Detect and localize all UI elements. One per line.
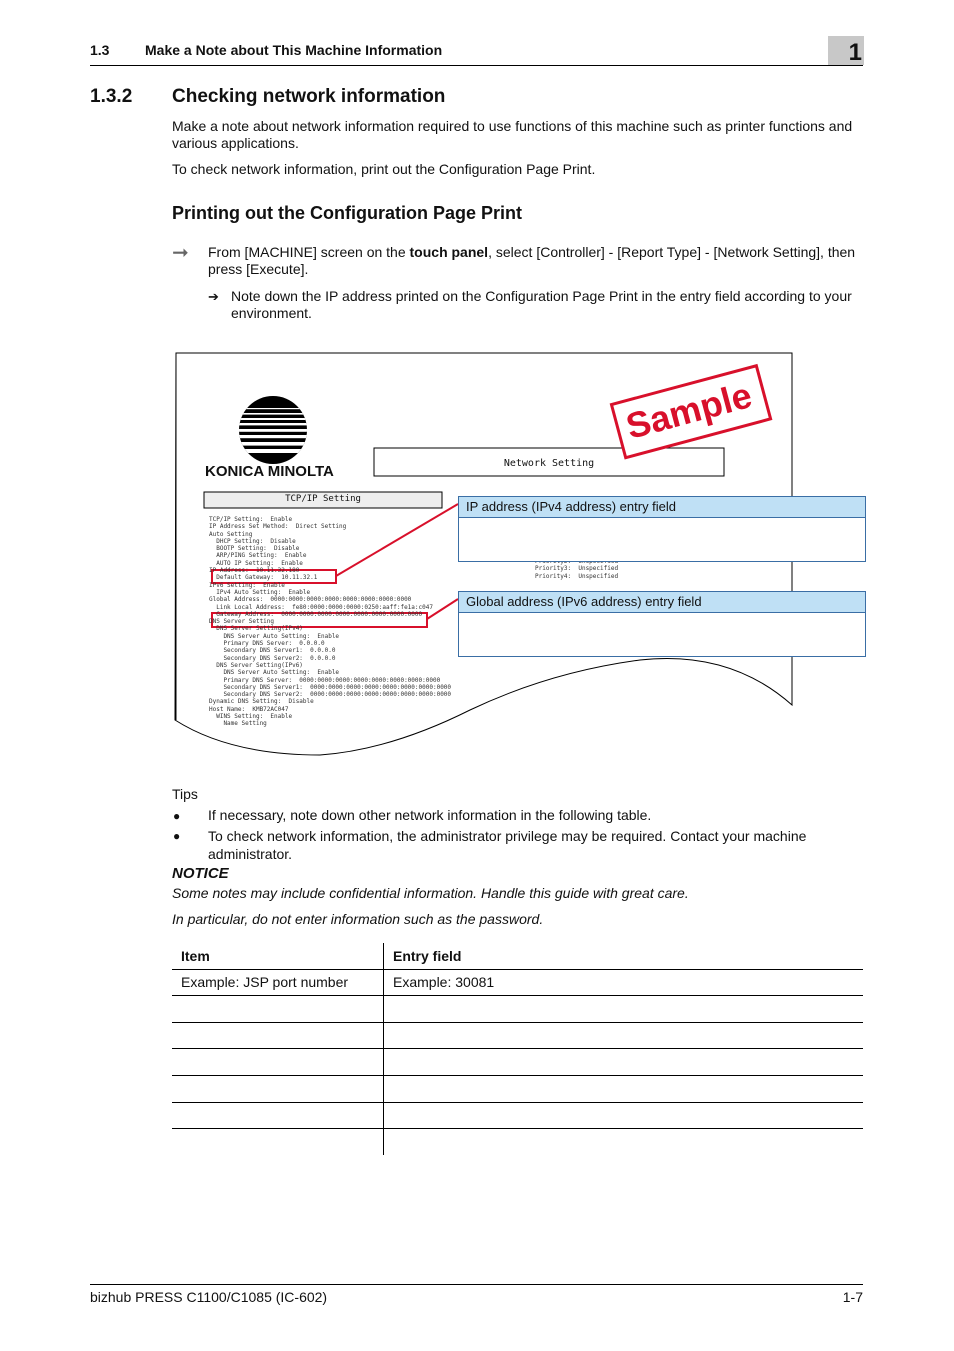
config-line: DNS Server Setting(IPv6)	[209, 661, 303, 669]
tip-item-2: To check network information, the administrator privilege may be required. Contact your machine administrator.	[208, 828, 807, 862]
notice-line-2: In particular, do not enter information such as the password.	[172, 911, 544, 927]
config-line: IP Address: 10.11.32.180	[209, 567, 300, 575]
table-row	[172, 969, 863, 996]
table-cell-item[interactable]	[172, 1049, 384, 1076]
step-arrow-icon: ➞	[172, 242, 189, 264]
entry-table	[172, 943, 863, 1155]
table-row	[172, 996, 863, 1023]
table-row	[172, 1102, 863, 1129]
header-section-title: Make a Note about This Machine Information	[145, 42, 443, 58]
ipv4-callout-label: IP address (IPv4 address) entry field	[459, 497, 865, 518]
table-header-row	[172, 943, 863, 969]
table-cell-entry[interactable]: Example: 30081	[384, 969, 864, 996]
table-cell-item[interactable]	[172, 996, 384, 1023]
config-line: IPv4 Auto Setting: Enable	[209, 588, 311, 596]
table-cell-entry[interactable]	[384, 1102, 864, 1129]
footer-rule	[90, 1284, 863, 1285]
step-bold: touch panel	[409, 244, 489, 260]
bullet-icon: ●	[173, 809, 181, 823]
table-row	[172, 1075, 863, 1102]
notice-label: NOTICE	[172, 865, 229, 882]
step-prefix: From [MACHINE] screen on the	[208, 244, 410, 260]
header-rule	[90, 65, 863, 66]
sample-stamp-text: Sample	[621, 374, 757, 447]
table-cell-entry[interactable]	[384, 1022, 864, 1049]
config-line: DNS Server Setting(IPv4)	[209, 625, 303, 633]
config-line: DNS Server Setting	[209, 618, 275, 626]
ipv6-entry-callout	[458, 591, 866, 657]
config-line: IP Address Set Method: Direct Setting	[209, 523, 347, 531]
config-line: IPv6 Setting: Enable	[209, 581, 285, 589]
config-line: Secondary DNS Server1: 0000:0000:0000:0000:0000:0000:0000:0000	[209, 683, 452, 691]
config-line: Global Address: 0000:0000:0000:0000:0000:0000:0000:0000	[209, 596, 412, 604]
table-cell-entry[interactable]	[384, 1075, 864, 1102]
tips-label: Tips	[172, 786, 198, 802]
notice-line-1: Some notes may include confidential information. Handle this guide with great care.	[172, 885, 689, 901]
table-header-entry: Entry field	[384, 943, 864, 969]
subheading: Printing out the Configuration Page Print	[172, 203, 522, 223]
footer-product: bizhub PRESS C1100/C1085 (IC-602)	[90, 1289, 328, 1305]
header-section-number: 1.3	[90, 42, 110, 58]
config-line: Host Name: KMB72AC047	[209, 705, 289, 713]
config-line: Link Local Address: fe80:0000:0000:0000:0250:aaff:fe1a:c047	[209, 603, 433, 611]
intro-paragraph-1: Make a note about network information required to use functions of this machine such as printer functions and various applications.	[172, 118, 853, 151]
config-line: Auto Setting	[209, 530, 253, 538]
config-line: Primary DNS Server: 0000:0000:0000:0000:0000:0000:0000:0000	[209, 676, 441, 684]
substep-arrow-icon: ➔	[208, 289, 219, 304]
config-lines	[209, 516, 451, 728]
config-line: Secondary DNS Server2: 0.0.0.0	[209, 654, 336, 662]
config-line: DNS Server Auto Setting: Enable	[209, 669, 340, 677]
config-line: DHCP Setting: Disable	[209, 537, 296, 545]
config-line: Name Setting	[209, 720, 267, 728]
table-row	[172, 1022, 863, 1049]
config-line: BOOTP Setting: Disable	[209, 545, 300, 553]
ipv4-entry-callout	[458, 496, 866, 562]
config-page-figure	[170, 350, 864, 760]
table-cell-entry[interactable]	[384, 996, 864, 1023]
table-row	[172, 1049, 863, 1076]
substep-text: Note down the IP address printed on the Configuration Page Print in the entry field according to your environment.	[231, 288, 852, 321]
step-suffix: , select [Controller] - [Report Type] - [Network Setting], then press [Execute].	[208, 244, 856, 277]
report-title: Network Setting	[503, 458, 595, 469]
table-cell-item[interactable]	[172, 1022, 384, 1049]
config-line: Priority4: Unspecified	[535, 572, 619, 580]
config-line: Default Gateway: 10.11.32.1	[209, 574, 318, 582]
config-line: TCP/IP Setting: Enable	[209, 516, 293, 523]
brand-name: KONICA MINOLTA	[205, 463, 334, 480]
config-line: Secondary DNS Server1: 0.0.0.0	[209, 647, 336, 655]
table-cell-entry[interactable]	[384, 1049, 864, 1076]
config-line: Primary DNS Server: 0.0.0.0	[209, 640, 325, 648]
config-line: DNS Server Auto Setting: Enable	[209, 632, 340, 640]
heading-title: Checking network information	[172, 86, 446, 107]
ipv6-callout-label: Global address (IPv6 address) entry field	[459, 592, 865, 613]
footer-page-number: 1-7	[842, 1289, 863, 1305]
config-line: Priority3: Unspecified	[535, 565, 619, 573]
tcp-section-title: TCP/IP Setting	[285, 494, 361, 504]
table-cell-item[interactable]	[172, 1102, 384, 1129]
intro-paragraph-2: To check network information, print out the Configuration Page Print.	[172, 161, 596, 177]
table-cell-item: Example: JSP port number	[172, 969, 384, 996]
config-line: Gateway Address: 0000:0000:0000:0000:0000:0000:0000:0000	[209, 610, 423, 618]
config-line: ARP/PING Setting: Enable	[209, 552, 307, 560]
tip-item-1: If necessary, note down other network information in the following table.	[208, 807, 652, 823]
table-row	[172, 1129, 863, 1155]
config-line: Dynamic DNS Setting: Disable	[209, 698, 314, 706]
heading-number: 1.3.2	[90, 86, 133, 107]
bullet-icon: ●	[173, 829, 181, 843]
chapter-number: 1	[848, 39, 862, 66]
config-line: Secondary DNS Server2: 0000:0000:0000:0000:0000:0000:0000:0000	[209, 691, 452, 699]
table-cell-entry[interactable]	[384, 1129, 864, 1155]
step-text	[208, 244, 863, 278]
table-cell-item[interactable]	[172, 1075, 384, 1102]
config-line: WINS Setting: Enable	[209, 713, 293, 721]
table-header-item: Item	[172, 943, 384, 969]
table-cell-item[interactable]	[172, 1129, 384, 1155]
config-line: AUTO IP Setting: Enable	[209, 559, 303, 567]
